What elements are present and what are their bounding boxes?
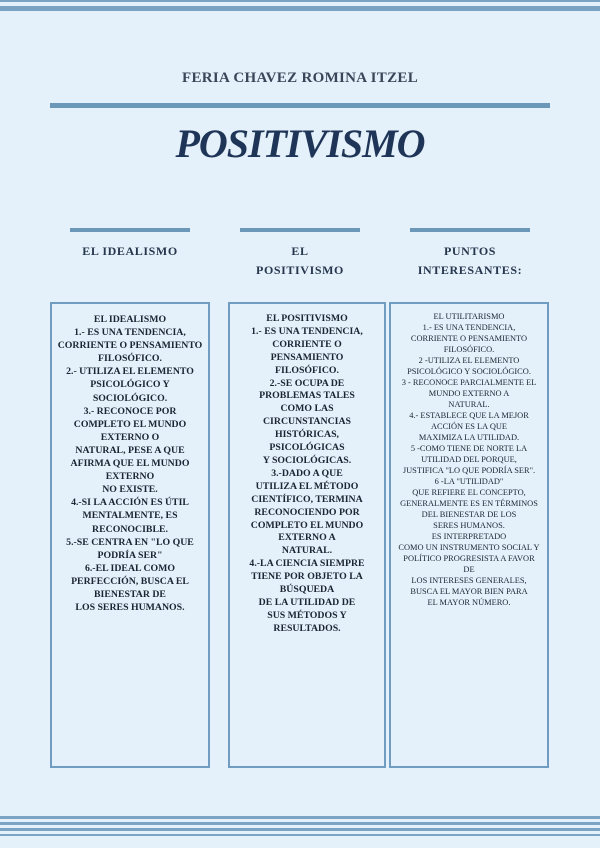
text-line: SUS MÉTODOS Y — [267, 609, 347, 621]
heading-puntos-interesantes — [390, 242, 550, 280]
text-line: CORRIENTE O PENSAMIENTO — [57, 340, 203, 352]
text-line: GENERALMENTE ES EN TÉRMINOS — [400, 499, 538, 508]
text-line: DEL BIENESTAR DE LOS — [421, 510, 517, 519]
text-line: NO EXISTE. — [102, 484, 158, 496]
heading-line: PUNTOS — [443, 244, 497, 258]
text-line: EL IDEALISMO — [93, 314, 167, 325]
bottom-border-line — [0, 822, 600, 825]
text-line: 5.-SE CENTRA EN "LO QUE — [66, 536, 194, 548]
text-line: COMO LAS — [280, 403, 334, 415]
text-line: 1.- ES UNA TENDENCIA, — [251, 325, 363, 337]
text-line: CIRCUNSTANCIAS — [262, 416, 351, 428]
text-line: MENTALMENTE, ES — [82, 510, 178, 522]
text-line: COMO UN INSTRUMENTO SOCIAL Y — [398, 543, 540, 552]
text-line: CORRIENTE O PENSAMIENTO — [410, 334, 528, 343]
header-rule — [50, 103, 550, 108]
author-name: FERIA CHAVEZ ROMINA ITZEL — [181, 70, 419, 86]
heading-positivismo — [220, 242, 380, 280]
text-line: EXTERNO O — [100, 431, 160, 443]
text-line: 1.- ES UNA TENDENCIA, — [422, 323, 516, 332]
text-line: RECONOCIBLE. — [92, 523, 168, 535]
text-line: 1.- ES UNA TENDENCIA, — [74, 327, 186, 339]
bottom-border-line — [0, 816, 600, 819]
page-title: POSITIVISMO — [175, 121, 425, 166]
text-line: 3.- RECONOCE POR — [83, 405, 177, 417]
text-line: EL UTILITARISMO — [433, 312, 505, 321]
text-line: NATURAL. — [448, 400, 490, 409]
heading-line: EL — [291, 244, 309, 258]
text-line: COMPLETO EL MUNDO — [73, 418, 187, 430]
puntos-interesantes-box — [389, 302, 549, 768]
text-line: FILOSÓFICO. — [98, 353, 162, 365]
text-line: MUNDO EXTERNO A — [428, 389, 510, 398]
top-border-thick — [0, 6, 600, 11]
text-line: TIENE POR OBJETO LA — [251, 571, 363, 583]
column-bar-puntos — [410, 228, 530, 232]
heading-idealismo — [50, 242, 210, 261]
text-line: DE — [463, 565, 475, 574]
text-line: COMPLETO EL MUNDO — [250, 519, 364, 531]
heading-line: INTERESANTES: — [417, 263, 523, 277]
text-line: 3.-DADO A QUE — [271, 467, 343, 479]
text-line: PODRÍA SER" — [97, 549, 163, 561]
text-line: 4.-LA CIENCIA SIEMPRE — [249, 558, 365, 570]
text-line: PERFECCIÓN, BUSCA EL — [71, 575, 189, 587]
text-line: QUE REFIERE EL CONCEPTO, — [412, 488, 526, 497]
column-bar-idealismo — [70, 228, 190, 232]
text-line: LOS INTERESES GENERALES, — [411, 576, 527, 585]
text-line: PROBLEMAS TALES — [259, 390, 355, 402]
text-line: PSICOLÓGICO Y SOCIOLÓGICO. — [407, 367, 531, 376]
text-line: CORRIENTE O — [272, 338, 342, 350]
idealismo-box — [50, 302, 210, 768]
text-line: BÚSQUEDA — [279, 584, 335, 596]
text-line: PSICOLÓGICAS — [269, 442, 345, 454]
text-line: FILOSÓFICO. — [443, 345, 495, 354]
heading-line: POSITIVISMO — [256, 263, 344, 277]
text-line: PSICOLÓGICO Y — [90, 379, 170, 391]
text-line: 6.-EL IDEAL COMO — [84, 562, 176, 574]
text-line: UTILIZA EL MÉTODO — [255, 480, 359, 492]
text-line: UTILIDAD DEL PORQUE, — [421, 455, 517, 464]
text-line: SERES HUMANOS. — [433, 521, 505, 530]
text-line: 4.- ESTABLECE QUE LA MEJOR — [409, 411, 529, 420]
text-line: PENSAMIENTO — [270, 351, 344, 363]
text-line: MAXIMIZA LA UTILIDAD. — [418, 433, 520, 442]
text-line: Y SOCIOLÓGICAS. — [262, 454, 352, 466]
column-bar-positivismo — [240, 228, 360, 232]
text-line: NATURAL, PESE A QUE — [75, 444, 185, 456]
bottom-border-line — [0, 834, 600, 836]
text-line: EL MAYOR NÚMERO. — [427, 598, 511, 607]
text-line: RESULTADOS. — [273, 622, 341, 634]
text-line: CIENTÍFICO, TERMINA — [251, 493, 363, 505]
text-line: DE LA UTILIDAD DE — [258, 596, 356, 608]
text-line: FILOSÓFICO. — [275, 364, 339, 376]
text-line: 2.-SE OCUPA DE — [269, 377, 345, 389]
text-line: ES INTERPRETADO — [431, 532, 507, 541]
text-line: 2 -UTILIZA EL ELEMENTO — [418, 356, 520, 365]
text-line: EXTERNO — [105, 471, 155, 483]
text-line: ACCIÓN ES LA QUE — [430, 422, 508, 431]
text-line: BIENESTAR DE — [94, 588, 166, 600]
text-line: EXTERNO A — [278, 532, 336, 544]
text-line: 2.- UTILIZA EL ELEMENTO — [66, 366, 194, 378]
text-line: 6 -LA "UTILIDAD" — [434, 477, 504, 486]
text-line: HISTÓRICAS, — [275, 429, 339, 441]
heading-line: EL IDEALISMO — [82, 244, 178, 258]
text-line: AFIRMA QUE EL MUNDO — [70, 458, 190, 470]
text-line: LOS SERES HUMANOS. — [75, 602, 185, 614]
text-line: SOCIOLÓGICO. — [92, 392, 168, 404]
text-line: EL POSITIVISMO — [266, 313, 348, 324]
text-line: JUSTIFICA "LO QUE PODRÍA SER". — [402, 466, 536, 475]
positivismo-box — [228, 302, 386, 768]
text-line: BUSCA EL MAYOR BIEN PARA — [410, 587, 528, 596]
text-line: 4.-SI LA ACCIÓN ES ÚTIL — [71, 497, 189, 509]
text-line: POLÍTICO PROGRESISTA A FAVOR — [403, 554, 535, 563]
text-line: 5 -COMO TIENE DE NORTE LA — [410, 444, 528, 453]
text-line: 3 - RECONOCE PARCIALMENTE EL — [401, 378, 537, 387]
top-border-thin — [0, 0, 600, 2]
bottom-border-line — [0, 828, 600, 831]
text-line: RECONOCIENDO POR — [254, 506, 360, 518]
text-line: NATURAL. — [281, 545, 333, 557]
